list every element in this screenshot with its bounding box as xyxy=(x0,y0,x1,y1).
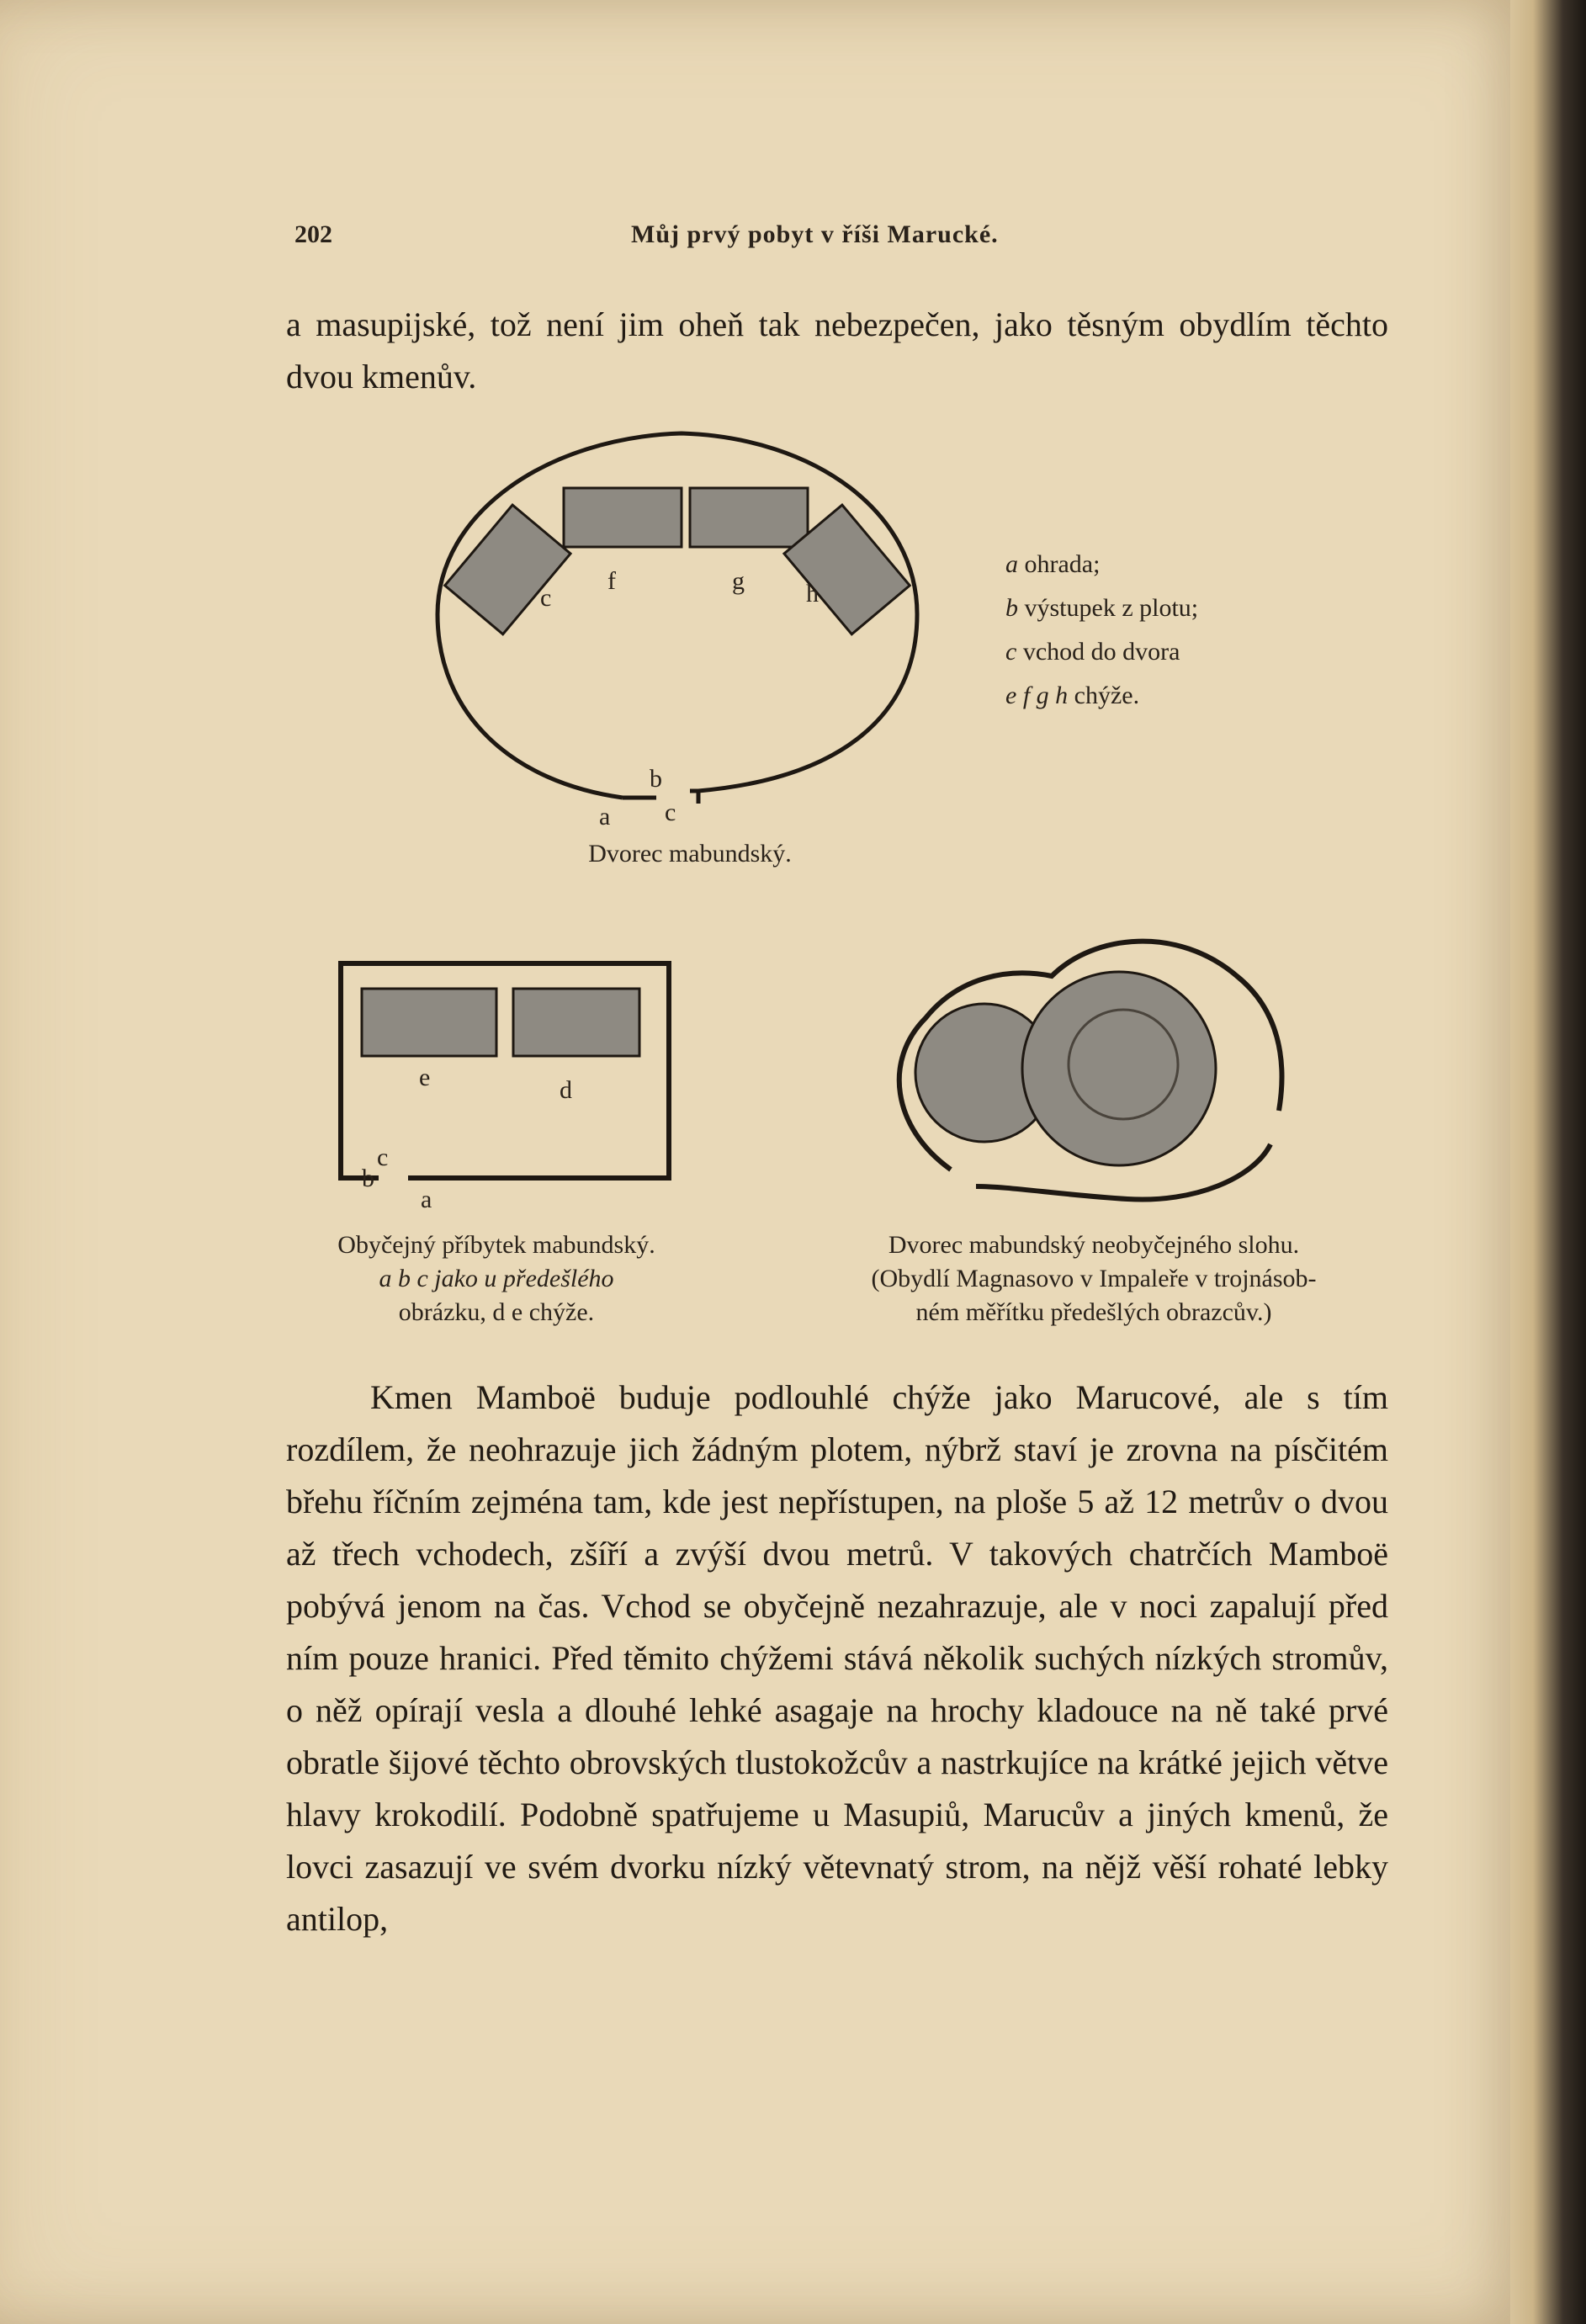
label-a: a xyxy=(599,803,611,830)
label-h: h xyxy=(806,580,819,608)
legend-text: výstupek z plotu; xyxy=(1024,594,1199,622)
figure-unusual-courtyard xyxy=(875,917,1296,1220)
label-a: a xyxy=(421,1186,432,1212)
caption-line: ném měřítku předešlých obrazcův.) xyxy=(915,1298,1272,1326)
hut-large xyxy=(1022,972,1216,1165)
main-paragraph: Kmen Mamboë buduje podlouhlé chýže jako Marucové, ale s tím rozdílem, že neohrazuje jich žádným plotem, nýbrž staví je zrovna na písčitém břehu říčním zejména tam, kde jest nepřístupen, na ploše 5 až 12 metrův o dvou až třech vchodech, zšíří a zvýší dvou metrů. V takových chatrčích Mamboë pobývá jenom na čas. Vchod se obyčejně nezahrazuje, ale v noci zapalují před ním pouze hranici. Před těmito chýžemi stává několik suchých nízkých stromův, o něž opírají vesla a dlouhé lehké asagaje na hrochy kladouce na ně také prvé obratle šijové těchto obrovských tlustokožcův a nastrkujíce na krátké jejich větve hlavy krokodilí. Podobně spatřujeme u Masupiů, Marucův a jiných kmenů, že lovci zasazují ve svém dvorku nízký větevnatý strom, na nějž věší rohaté lebky antilop, xyxy=(286,1378,1388,1938)
page-header xyxy=(294,220,1397,254)
caption-line: obrázku, d e chýže. xyxy=(398,1298,595,1326)
label-c-inner: c xyxy=(540,584,552,612)
page-number: 202 xyxy=(294,220,332,248)
figure1-legend xyxy=(1005,543,1198,718)
legend-key: b xyxy=(1005,594,1018,622)
top-paragraph: a masupijské, tož není jim oheň tak nebezpečen, jako těsným obydlím těchto dvou kmenův. xyxy=(286,305,1388,395)
legend-key: c xyxy=(1005,638,1017,666)
caption-line: Obyčejný příbytek mabundský. xyxy=(337,1231,655,1259)
figure1-caption: Dvorec mabundský. xyxy=(588,840,792,868)
figure-oval-courtyard xyxy=(421,421,942,833)
caption-line: a b c jako u předešlého xyxy=(379,1265,614,1292)
label-c-entrance: c xyxy=(665,799,676,826)
book-gutter xyxy=(1510,0,1586,2324)
legend-key: e f g h xyxy=(1005,682,1069,709)
figure3-caption xyxy=(791,1228,1397,1329)
legend-text: vchod do dvora xyxy=(1022,638,1180,666)
label-d: d xyxy=(560,1076,572,1104)
label-b: b xyxy=(650,765,662,793)
hut-f xyxy=(564,488,682,547)
label-g: g xyxy=(732,567,745,595)
legend-text: ohrada; xyxy=(1024,550,1101,578)
hut-e xyxy=(362,989,496,1056)
figure-rect-dwelling xyxy=(337,959,690,1212)
label-e: e xyxy=(419,1064,431,1091)
label-c: c xyxy=(377,1143,389,1171)
hut-e xyxy=(445,505,570,634)
hut-d xyxy=(513,989,639,1056)
caption-line: (Obydlí Magnasovo v Impaleře v trojnásob- xyxy=(871,1265,1317,1292)
figure2-caption xyxy=(278,1228,715,1329)
label-b: b xyxy=(362,1165,374,1192)
legend-key: a xyxy=(1005,550,1018,578)
fence-entrance xyxy=(623,791,698,804)
hut-g xyxy=(690,488,808,547)
caption-line: Dvorec mabundský neobyčejného slohu. xyxy=(888,1231,1300,1259)
label-f: f xyxy=(607,567,616,595)
running-head: Můj prvý pobyt v říši Marucké. xyxy=(631,220,999,248)
legend-text: chýže. xyxy=(1074,682,1140,709)
